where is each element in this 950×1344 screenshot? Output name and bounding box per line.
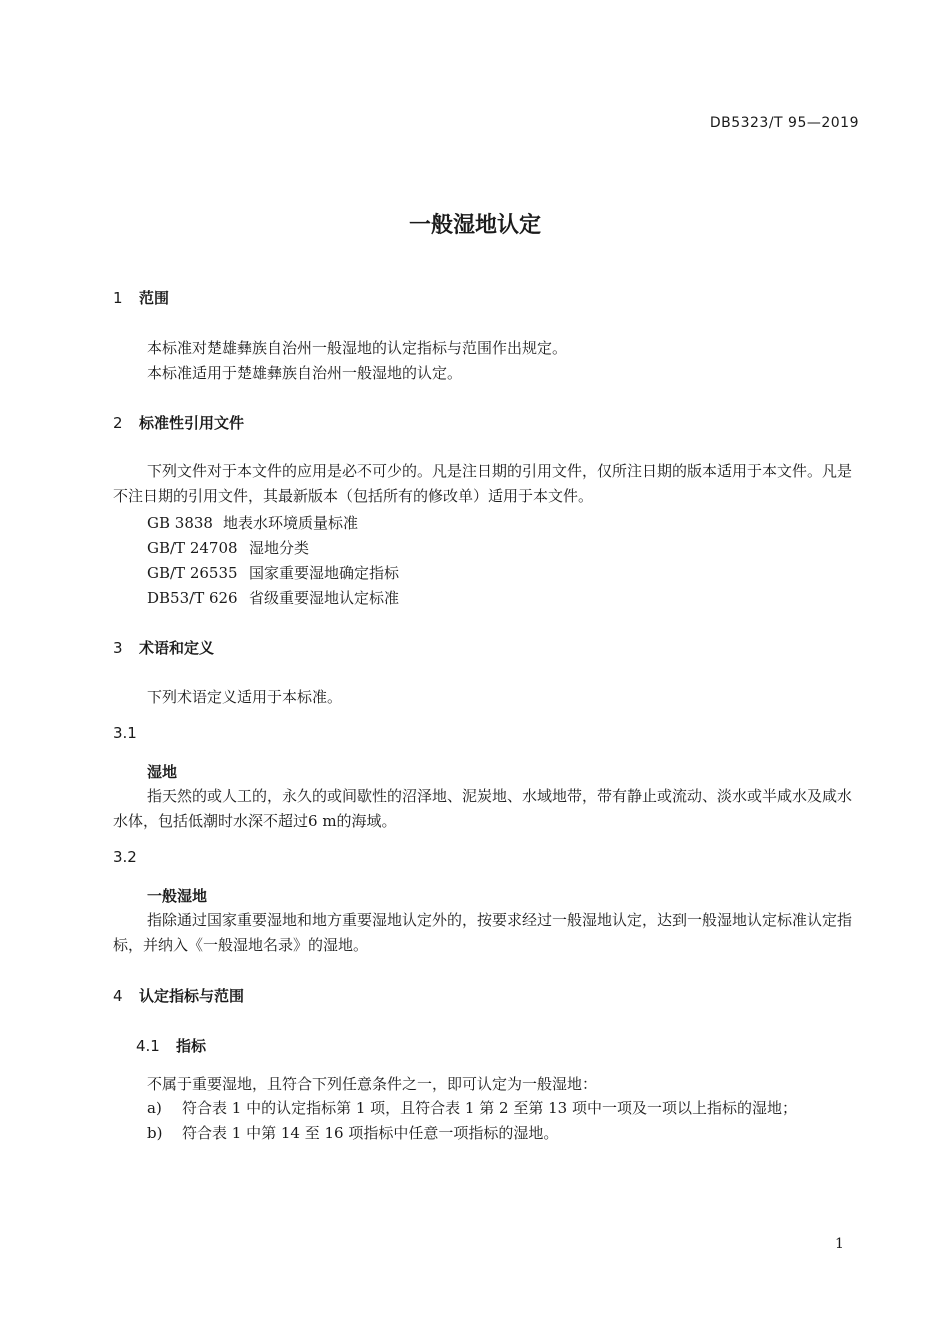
subsection-number: 4.1 xyxy=(136,1037,160,1055)
reference-item xyxy=(147,587,399,608)
reference-code: DB53/T 626 xyxy=(147,589,238,607)
section-3-heading xyxy=(113,637,214,658)
list-text: 符合表 1 中第 14 至 16 项指标中任意一项指标的湿地。 xyxy=(182,1124,559,1142)
section-title: 标准性引用文件 xyxy=(139,414,245,432)
list-marker: b) xyxy=(147,1124,163,1142)
document-title: 一般湿地认定 xyxy=(408,213,541,238)
term-number: 3.2 xyxy=(113,848,137,866)
term-definition: 指除通过国家重要湿地和地方重要湿地认定外的，按要求经过一般湿地认定，达到一般湿地认定标准认定指标，并纳入《一般湿地名录》的湿地。 xyxy=(113,911,853,954)
list-item xyxy=(147,1122,558,1143)
reference-item xyxy=(147,537,309,558)
reference-name: 湿地分类 xyxy=(249,539,310,557)
section-number: 3 xyxy=(113,639,123,657)
reference-code: GB 3838 xyxy=(147,514,213,532)
reference-item xyxy=(147,562,399,583)
section-title: 术语和定义 xyxy=(139,639,215,657)
subsection-4-1-heading xyxy=(136,1035,206,1056)
reference-name: 国家重要湿地确定指标 xyxy=(249,564,400,582)
section-2-intro: 下列文件对于本文件的应用是必不可少的。凡是注日期的引用文件，仅所注日期的版本适用于本文件。凡是不注日期的引用文件，其最新版本（包括所有的修改单）适用于本文件。 xyxy=(113,462,853,505)
reference-name: 地表水环境质量标准 xyxy=(223,514,359,532)
reference-code: GB/T 24708 xyxy=(147,539,238,557)
section-1-paragraph-2: 本标准适用于楚雄彝族自治州一般湿地的认定。 xyxy=(147,364,463,382)
term-name: 一般湿地 xyxy=(147,887,208,905)
term-name: 湿地 xyxy=(147,763,178,781)
page-number: 1 xyxy=(835,1236,844,1252)
section-2-heading xyxy=(113,412,244,433)
section-4-heading xyxy=(113,985,244,1006)
section-1-heading xyxy=(113,287,169,308)
section-number: 1 xyxy=(113,289,123,307)
section-number: 2 xyxy=(113,414,123,432)
section-1-paragraph-1: 本标准对楚雄彝族自治州一般湿地的认定指标与范围作出规定。 xyxy=(147,339,568,357)
list-marker: a) xyxy=(147,1099,162,1117)
section-3-intro: 下列术语定义适用于本标准。 xyxy=(147,688,343,706)
list-item xyxy=(147,1097,797,1118)
reference-code: GB/T 26535 xyxy=(147,564,238,582)
term-number: 3.1 xyxy=(113,724,137,742)
reference-name: 省级重要湿地认定标准 xyxy=(249,589,400,607)
section-title: 范围 xyxy=(139,289,170,307)
term-definition: 指天然的或人工的，永久的或间歇性的沼泽地、泥炭地、水域地带，带有静止或流动、淡水或半咸水及咸水水体，包括低潮时水深不超过6 m的海域。 xyxy=(113,787,853,830)
section-number: 4 xyxy=(113,987,123,1005)
list-text: 符合表 1 中的认定指标第 1 项，且符合表 1 第 2 至第 13 项中一项及一项以上指标的湿地； xyxy=(182,1099,797,1117)
subsection-intro: 不属于重要湿地，且符合下列任意条件之一，即可认定为一般湿地： xyxy=(147,1075,598,1093)
reference-item xyxy=(147,512,358,533)
section-title: 认定指标与范围 xyxy=(139,987,245,1005)
subsection-title: 指标 xyxy=(176,1037,207,1055)
document-code: DB5323/T 95—2019 xyxy=(709,115,859,131)
